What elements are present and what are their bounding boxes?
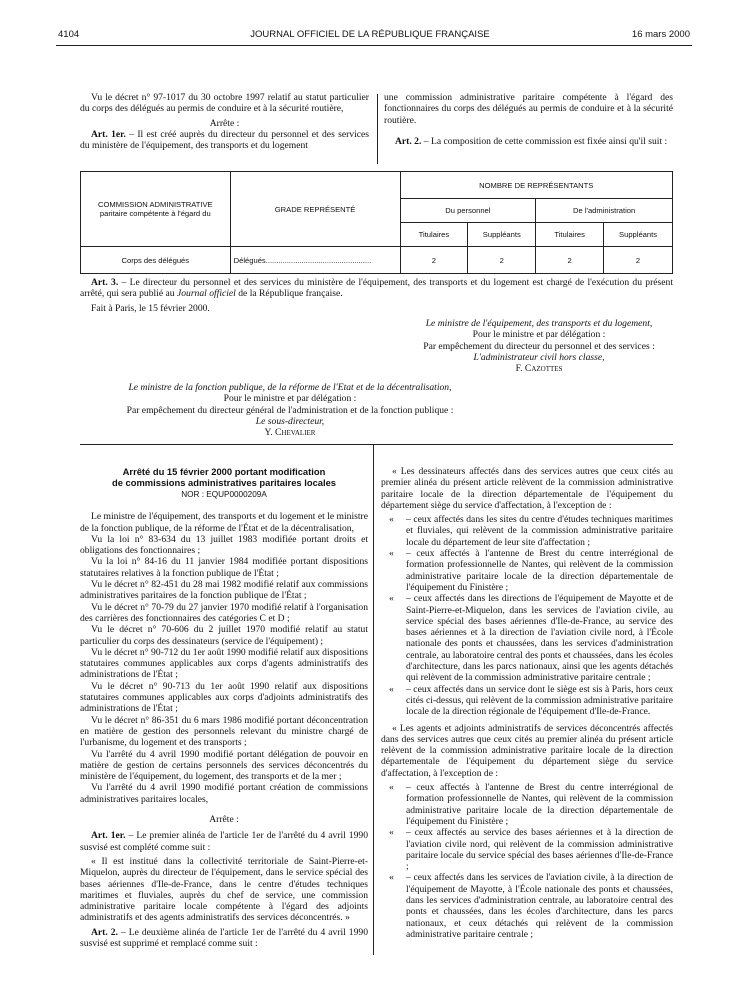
list-marker: « [389, 514, 394, 526]
top-left-intro: Vu le décret n° 97-1017 du 30 octobre 1997 relatif au statut particulier du corps des délégués au permis de conduire et à la sécurité routière, [80, 92, 369, 115]
signatory-name-1: F. Cazottes [515, 363, 563, 375]
value-titulaires-personnel: 2 [400, 247, 468, 274]
list-item [381, 593, 673, 683]
art3-block: Art. 3. – Le directeur du personnel et des services du ministère de l'équipement, des transports et du logement est chargé de l'exécution du présent arrêté, qui sera publié au Journal officiel de la République française. Fait à Paris, le 15 février 2000. [80, 277, 674, 314]
fait-a-paris: Fait à Paris, le 15 février 2000. [91, 302, 210, 314]
arrete2-title: Arrêté du 15 février 2000 portant modification de commissions administratives paritaires locales [111, 466, 337, 488]
top-arrete: Arrête : [209, 117, 240, 129]
list-item-text: – ceux affectés à l'antenne de Brest du centre interrégional de formation professionnelle de Nantes, qui relèvent de la commission administrative paritaire locale de la direction départementale de l'équipement du Finistère ; [406, 782, 673, 827]
arrete2-left-column: Arrêté du 15 février 2000 portant modification de commissions administratives paritaires locales NOR : EQUP0000209A Le ministre de l'équipement, des transports et du logement et le ministre de la fonction publique, de la réforme de l'État et de la décentralisation, Vu la loi n° 83-634 du 13 juillet 1983 modifiée portant droits et obligations des fonctionnaires ; Vu la loi n° 84-16 du 11 janvier 1984 modifiée portant dispositions statutaires relatives à la fonction publique de l'État ; Vu le décret n° 82-451 du 28 mai 1982 modifié relatif aux commissions administratives paritaires de la fonction publique de l'État ; Vu le décret n° 70-79 du 27 janvier 1970 modifié relatif à l'organisation des carrières des fonctionnaires des catégories C et D ; Vu le décret n° 70-606 du 2 juillet 1970 modifié relatif au statut particulier du corps des dessinateurs (service de l'équipement) ; Vu le décret n° 90-712 du 1er août 1990 modifié relatif aux dispositions statutaires communes applicables aux corps d'agents administratifs des administrations de l'État ; Vu le décret n° 90-713 du 1er août 1990 relatif aux dispositions statutaires communes applicables aux corps d'adjoints administratifs des administrations de l'État ; Vu le décret n° 86-351 du 6 mars 1986 modifié portant déconcentration en matière de gestion des personnels relevant du ministre chargé de l'urbanisme, du logement et des transports ; Vu l'arrêté du 4 avril 1990 modifié portant délégation de pouvoir en matière de gestion de certains personnels des services déconcentrés du ministère de l'équipement, du logement, des transports et de la mer ; Vu l'arrêté du 4 avril 1990 modifié portant création de commissions administratives paritaires locales, Arrête : Art. 1er. – Le premier alinéa de l'article 1er de l'arrêté du 4 avril 1990 susvisé est complété comme suit : « Il est institué dans la collectivité territoriale de Saint-Pierre-et-Miquelon, auprès du directeur de l'équipement, dans le service spécial des bases aériennes d'Ile-de-France, dans le centre d'études techniques maritimes et fluviales, auprès du chef de service, une commission administrative paritaire locale compétente à l'égard des adjoints administratifs et des agents administratifs des services déconcentrés. » Art. 2. – Le deuxième alinéa de l'article 1er de l'arrêté du 4 avril 1990 susvisé est supprimé et remplacé comme suit : [80, 466, 368, 949]
top-right-column [384, 92, 673, 147]
list-item-text: – ceux affectés au service des bases aériennes et à la direction de l'aviation civile nord, qui relèvent de la commission administrative paritaire locale du service spécial des bases aériennes d'Ile-de-France ; [406, 827, 673, 873]
arrete2-arrete: Arrête : [209, 814, 239, 826]
titulaires-header-2: Titulaires [536, 223, 604, 247]
visa-paragraph: Vu le décret n° 70-79 du 27 janvier 1970 modifié relatif à l'organisation des carrières des fonctionnaires des catégories C et D ; [80, 601, 368, 624]
list-marker: « [389, 683, 394, 695]
top-art2-text: – La composition de cette commission est fixée ainsi qu'il suit : [421, 135, 668, 147]
top-art1-label: Art. 1er. [91, 128, 126, 140]
list-marker: « [389, 872, 394, 884]
administration-header: De l'administration [536, 199, 673, 223]
personnel-header: Du personnel [400, 199, 536, 223]
suppleants-header-1: Suppléants [468, 223, 536, 247]
art3-label: Art. 3. [91, 277, 119, 288]
visa-paragraph: Vu le décret n° 70-606 du 2 juillet 1970 modifié relatif au statut particulier du corps des dessinateurs (service de l'équipement) ; [80, 624, 368, 647]
table-row [81, 247, 673, 274]
list-item [381, 782, 673, 827]
header-date: 16 mars 2000 [631, 29, 690, 40]
right-para-2: « Les agents et adjoints administratifs de services déconcentrés affectés dans des services autres que ceux cités au premier alinéa du présent article relèvent de la commission administrative paritaire locale de la direction départementale de l'équipement du département siège du service d'affectation, à l'exception de : [381, 722, 673, 779]
grade-header: GRADE REPRÉSENTÉ [230, 172, 400, 247]
right-list-2 [381, 782, 673, 940]
column-divider-top [377, 94, 378, 164]
list-item [381, 827, 673, 872]
signature-block-1: Le ministre de l'équipement, des transports et du logement, Pour le ministre et par délégation : Par empêchement du directeur du personnel et des services : L'administrateur civil hors classe, F. Cazottes [405, 318, 673, 374]
visa-paragraph: Vu la loi n° 84-16 du 11 janvier 1984 modifiée portant dispositions statutaires relatives à la fonction publique de l'État ; [80, 556, 368, 579]
list-item [381, 872, 673, 940]
list-marker: « [389, 827, 394, 839]
arrete2-art1-label: Art. 1er. [91, 830, 126, 842]
arrete2-right-column [381, 466, 673, 940]
value-suppleants-administration: 2 [604, 247, 673, 274]
top-left-column [80, 92, 369, 151]
visa-paragraph: Vu le décret n° 82-451 du 28 mai 1982 modifié relatif aux commissions administratives paritaires de la fonction publique de l'État ; [80, 579, 368, 602]
list-item-text: – ceux affectés à l'antenne de Brest du centre interrégional de formation professionnelle de Nantes, qui relèvent de la commission administrative paritaire locale de la direction départementale de l'équipement du Finistère ; [406, 548, 673, 593]
list-item-text: – ceux affectés dans un service dont le siège est sis à Paris, hors ceux cités ci-dessus, qui relèvent de la commission administrative paritaire locale de la direction régionale de l'équipement d'Ile-de-France. [406, 683, 673, 718]
list-marker: « [389, 548, 394, 560]
visa-paragraph: Vu le décret n° 86-351 du 6 mars 1986 modifié portant déconcentration en matière de gestion des personnels relevant du ministre chargé de l'urbanisme, du logement et des transports ; [80, 714, 368, 749]
commission-header: COMMISSION ADMINISTRATIVE paritaire compétente à l'égard du [81, 172, 231, 247]
visa-paragraph: Vu l'arrêté du 4 avril 1990 modifié portant délégation de pouvoir en matière de gestion de certains personnels des services déconcentrés du ministère de l'équipement, du logement, des transports et de la mer ; [80, 748, 368, 783]
page-number: 4104 [58, 29, 80, 40]
arrete2-art1-quote: « Il est institué dans la collectivité territoriale de Saint-Pierre-et-Miquelon, auprès du directeur de l'équipement, dans le service spécial des bases aériennes d'Ile-de-France, dans le centre d'études techniques maritimes et fluviales, auprès du chef de service, une commission administrative paritaire locale compétente à l'égard des adjoints administratifs et des agents administratifs des services déconcentrés. » [80, 855, 368, 924]
column-divider-bottom [373, 445, 374, 955]
visa-paragraph: Vu le décret n° 90-712 du 1er août 1990 modifié relatif aux dispositions statutaires communes applicables aux corps d'agents administratifs des administrations de l'État ; [80, 646, 368, 681]
list-marker: « [389, 593, 394, 605]
arrete2-visas [80, 511, 368, 805]
top-art1-text: – Il est créé auprès du directeur du personnel et des services du ministère de l'équipement, des transports et du logement [80, 128, 369, 152]
row-grade: Délégués.................................................. [230, 247, 400, 274]
section-rule [80, 444, 673, 445]
representatives-table [80, 171, 673, 274]
nombre-header: NOMBRE DE REPRÉSENTANTS [400, 172, 673, 199]
top-art2-label: Art. 2. [395, 135, 422, 147]
visa-paragraph: Vu la loi n° 83-634 du 13 juillet 1983 modifiée portant droits et obligations des fonctionnaires ; [80, 533, 368, 557]
signatory-name-2: Y. Chevalier [264, 427, 316, 439]
header-rule [56, 45, 692, 46]
value-titulaires-administration: 2 [536, 247, 604, 274]
row-corps: Corps des délégués [81, 247, 231, 274]
list-item [381, 684, 673, 718]
list-item [381, 514, 673, 548]
signature-block-2: Le ministre de la fonction publique, de la réforme de l'Etat et de la décentralisation, Pour le ministre et par délégation : Par empêchement du directeur général de l'administration et de la fonction publique : Le sous-directeur, Y. Chevalier [80, 382, 500, 438]
visa-paragraph: Vu l'arrêté du 4 avril 1990 modifié portant création de commissions administratives paritaires locales, [80, 782, 368, 805]
list-item-text: – ceux affectés dans les directions de l'équipement de Mayotte et de Saint-Pierre-et-Miquelon, dans les services de l'aviation civile, au service spécial des bases aériennes d'Ile-de-France, au service des bases aériennes et à la direction de l'aviation civile nord, à l'École nationale des ponts et chaussées, dans les services d'administration centrale, au laboratoire central des ponts et chaussées, dans les écoles d'architecture, dans les parcs nationaux, ainsi que les agents détachés qui relèvent de la commission administrative paritaire centrale ; [406, 593, 673, 684]
right-list-1 [381, 514, 673, 717]
titulaires-header-1: Titulaires [400, 223, 468, 247]
arrete2-nor: NOR : EQUP0000209A [181, 490, 267, 499]
list-item-text: – ceux affectés dans les sites du centre d'études techniques maritimes et fluviales, qui relèvent de la commission administrative paritaire locale du département de leur site d'affectation ; [406, 514, 673, 548]
arrete2-art2-label: Art. 2. [91, 926, 118, 938]
visa-paragraph: Le ministre de l'équipement, des transports et du logement et le ministre de la fonction publique, de la réforme de l'État et de la décentralisation, [80, 511, 368, 534]
list-item [381, 548, 673, 593]
right-para-1: « Les dessinateurs affectés dans des services autres que ceux cités au premier alinéa du présent article relèvent de la commission administrative paritaire locale de la direction départementale de l'équipement du département siège du service d'affectation, à l'exception de : [381, 466, 673, 511]
value-suppleants-personnel: 2 [468, 247, 536, 274]
suppleants-header-2: Suppléants [604, 223, 673, 247]
journal-title: JOURNAL OFFICIEL DE LA RÉPUBLIQUE FRANÇAISE [250, 29, 490, 40]
list-item-text: – ceux affectés dans les services de l'aviation civile, à la direction de l'équipement de Mayotte, à l'École nationale des ponts et chaussées, dans les services d'administration centrale, au laboratoire central des ponts et chaussées, dans les écoles d'architecture, dans les parcs nationaux, et ceux détachés qui relèvent de la commission administrative paritaire centrale ; [406, 872, 673, 940]
top-right-intro: une commission administrative paritaire compétente à l'égard des fonctionnaires du corps des délégués au permis de conduire et à la sécurité routière. [384, 92, 673, 126]
list-marker: « [389, 782, 394, 794]
visa-paragraph: Vu le décret n° 90-713 du 1er août 1990 relatif aux dispositions statutaires communes applicables aux corps d'adjoints administratifs des administrations de l'État ; [80, 680, 368, 715]
